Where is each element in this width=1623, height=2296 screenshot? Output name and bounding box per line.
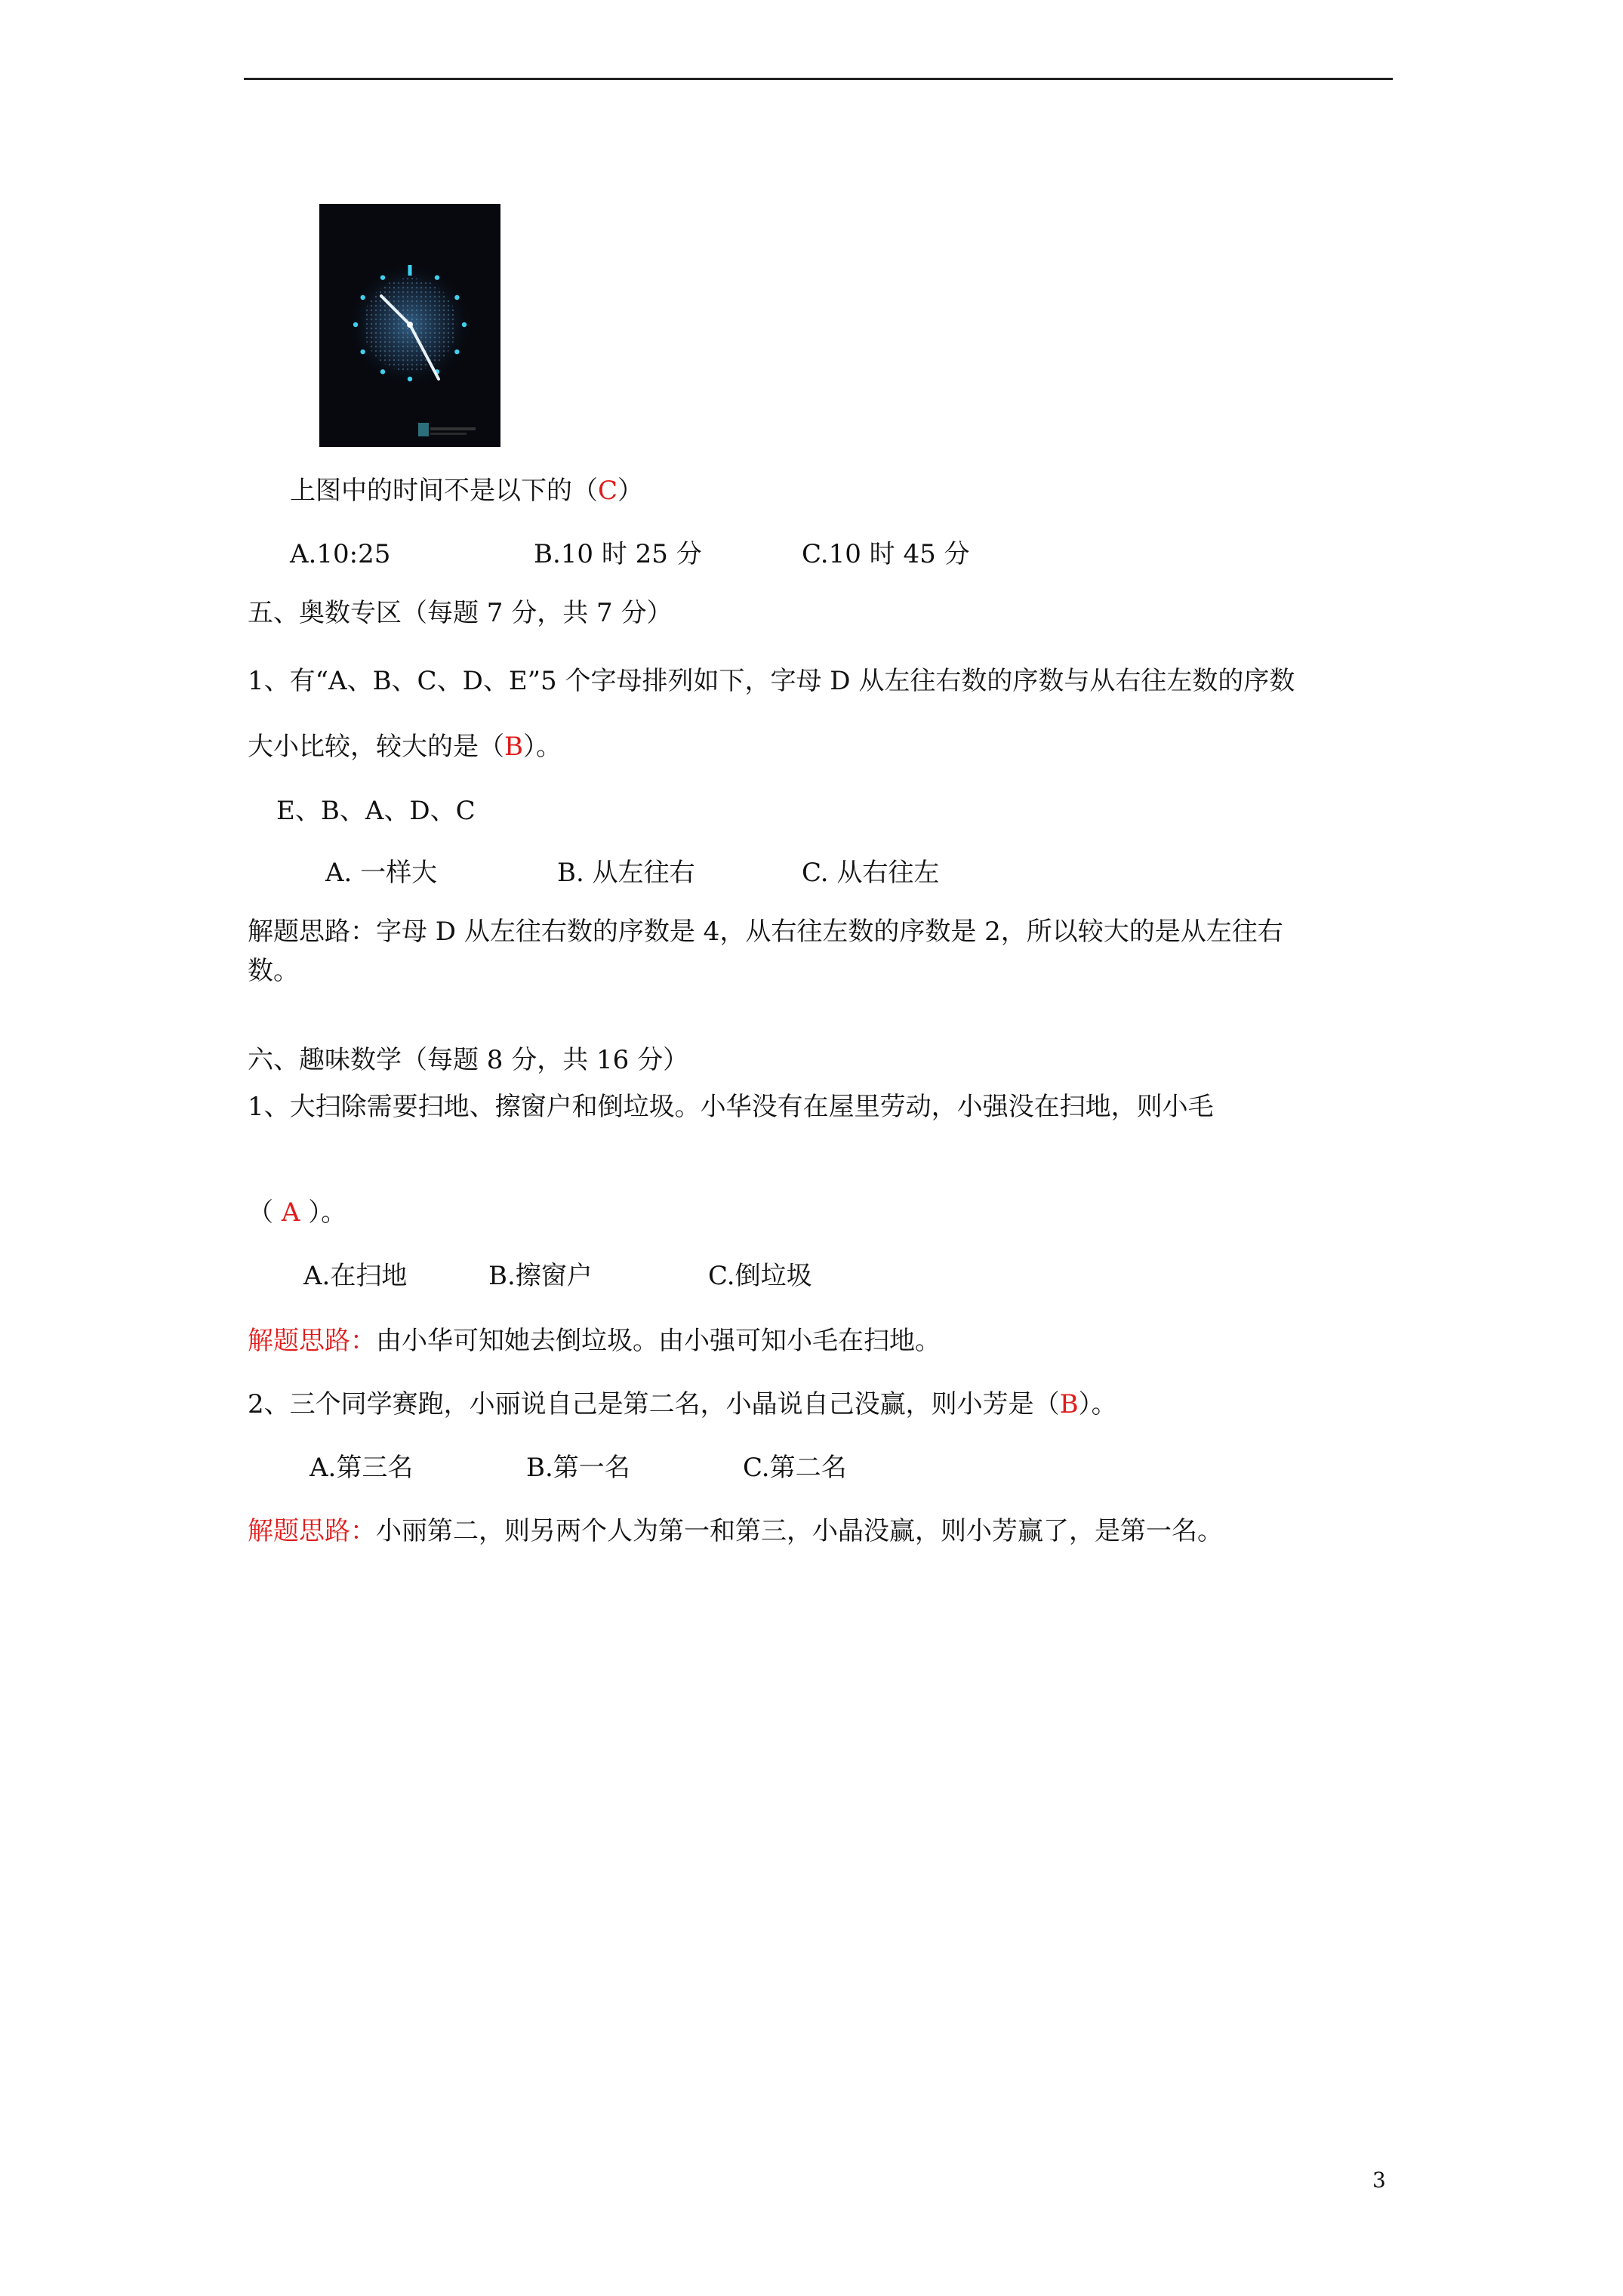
solution-label: 解题思路： [248, 1326, 376, 1356]
hour-marker [408, 377, 412, 381]
clock-question-end: ） [617, 476, 644, 506]
hour-marker [380, 369, 385, 374]
section6-q1-solution [248, 1324, 941, 1358]
section6-q2-solution-text: 小丽第二，则另两个人为第一和第三，小晶没赢，则小芳赢了，是第一名。 [376, 1516, 1223, 1546]
clock-option-a: A.10:25 [290, 539, 391, 569]
hour-marker [360, 295, 365, 300]
clock-center [407, 322, 413, 328]
section6-q1-option-b: B.擦窗户 [488, 1261, 593, 1291]
hour-marker [360, 350, 365, 354]
section6-q1-solution-text: 由小华可知她去倒垃圾。由小强可知小毛在扫地。 [376, 1326, 941, 1356]
section6-q2-option-b: B.第一名 [526, 1453, 630, 1483]
clock-option-c: C.10 时 45 分 [802, 539, 970, 569]
hour-marker [454, 350, 459, 354]
section6-q2-solution [248, 1515, 1223, 1548]
solution-label: 解题思路： [248, 1516, 376, 1546]
hour-marker [353, 322, 358, 327]
section5-solution-line1: 解题思路：字母 D 从左往右数的序数是 4，从右往左数的序数是 2，所以较大的是从左往右 [248, 917, 1283, 947]
hour-marker [454, 295, 459, 300]
clock-answer: C [598, 476, 618, 506]
section5-q1-line2-pre: 大小比较，较大的是（ [248, 732, 504, 762]
clock-question [290, 474, 643, 507]
section5-q1-answer: B [504, 732, 523, 762]
letter-sequence: E、B、A、D、C [276, 796, 476, 826]
section6-q2-option-c: C.第二名 [743, 1453, 847, 1483]
clock-option-b: B.10 时 25 分 [534, 539, 702, 569]
section6-q1-option-a: A.在扫地 [303, 1261, 408, 1291]
section6-q1-close: ）。 [308, 1197, 347, 1228]
hour-marker [435, 275, 439, 279]
page-number: 3 [1372, 2168, 1386, 2193]
section6-q2-end: ）。 [1078, 1389, 1117, 1419]
section6-q2 [248, 1388, 1117, 1421]
section6-q1-option-c: C.倒垃圾 [708, 1261, 812, 1291]
clock-image [319, 204, 500, 447]
section6-q2-answer: B [1059, 1389, 1079, 1419]
section6-heading: 六、趣味数学（每题 8 分，共 16 分） [248, 1045, 689, 1075]
section5-q1-line2 [248, 730, 562, 763]
section5-option-a: A. 一样大 [325, 858, 438, 888]
watermark-bar-2 [430, 433, 467, 435]
watermark-logo [418, 423, 429, 436]
section5-option-c: C. 从右往左 [802, 858, 940, 888]
clock-face-svg [319, 204, 500, 447]
section5-solution-line2: 数。 [248, 956, 299, 986]
section6-q1-line2 [248, 1196, 346, 1229]
clock-question-stem: 上图中的时间不是以下的（ [290, 476, 598, 506]
section6-q2-stem: 2、三个同学赛跑，小丽说自己是第二名，小晶说自己没赢，则小芳是（ [248, 1389, 1060, 1419]
section6-q2-option-a: A.第三名 [310, 1453, 414, 1483]
hour-marker [462, 322, 467, 327]
section5-option-b: B. 从左往右 [557, 858, 695, 888]
section6-q1-open: （ [248, 1197, 273, 1228]
section5-heading: 五、奥数专区（每题 7 分，共 7 分） [248, 598, 673, 628]
watermark-bar [430, 427, 476, 430]
header-rule [244, 78, 1393, 80]
section5-q1-line1: 1、有“A、B、C、D、E”5 个字母排列如下，字母 D 从左往右数的序数与从右往左数的序数 [248, 666, 1295, 696]
hour-marker [380, 275, 385, 279]
section5-q1-line2-post: ）。 [523, 732, 562, 762]
section6-q1-answer: A [281, 1197, 300, 1228]
hour-marker [408, 265, 412, 276]
section6-q1-line1: 1、大扫除需要扫地、擦窗户和倒垃圾。小华没有在屋里劳动，小强没在扫地，则小毛 [248, 1092, 1214, 1122]
